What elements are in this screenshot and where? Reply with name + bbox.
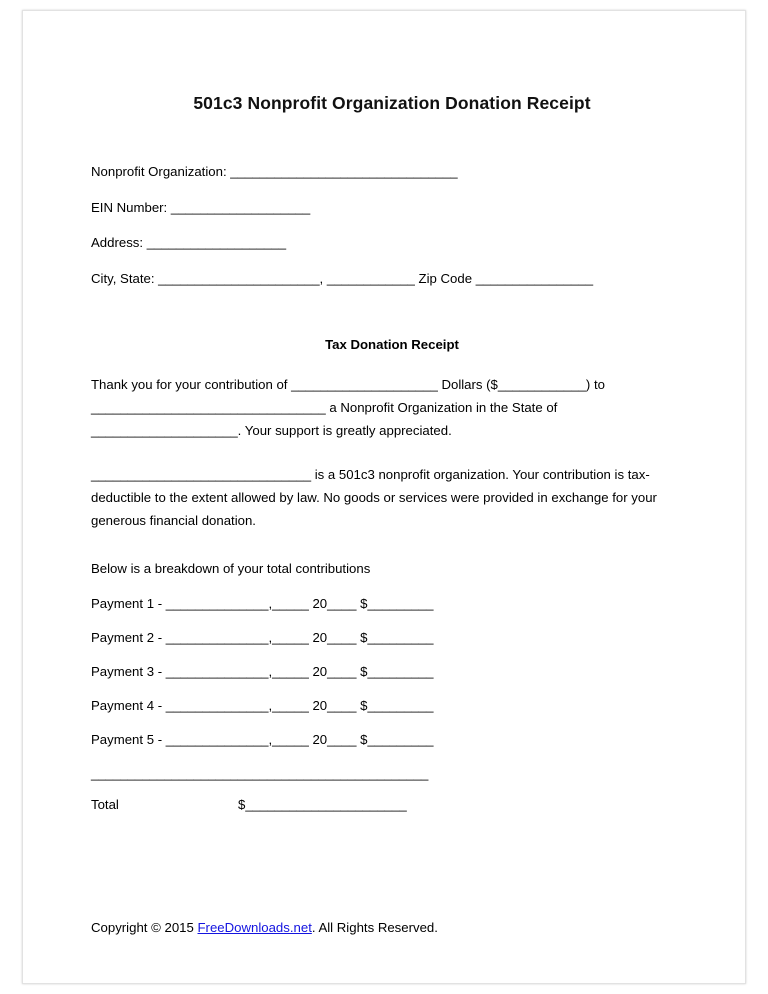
field-city-state-zip[interactable]: City, State: ______________________, ____________ Zip Code ________________ [91, 270, 594, 286]
payment-row[interactable]: Payment 4 - ______________,_____ 20____ $_________ [91, 697, 434, 713]
field-nonprofit-organization[interactable]: Nonprofit Organization: _______________________________ [91, 164, 458, 179]
paper-sheet [22, 10, 746, 984]
field-address[interactable]: Address: ___________________ [91, 235, 287, 250]
payment-row[interactable]: Payment 1 - ______________,_____ 20____ $_________ [91, 595, 434, 611]
total-label: Total [91, 796, 119, 812]
section-title-tax-donation-receipt: Tax Donation Receipt [325, 337, 459, 352]
footer-suffix: . All Rights Reserved. [311, 920, 438, 935]
footer-copyright [91, 920, 438, 935]
paragraph-tax-deductible: ______________________________ is a 501c3 nonprofit organization. Your contribution is tax-deductible to the extent allowed by law. No goods or services were provided in exchange for your generous financial donation. [91, 467, 657, 529]
page-title: 501c3 Nonprofit Organization Donation Receipt [193, 93, 591, 113]
payment-row[interactable]: Payment 2 - ______________,_____ 20____ $_________ [91, 629, 434, 645]
total-row [91, 797, 693, 812]
header-fields [91, 164, 693, 287]
breakdown-intro: Below is a breakdown of your total contributions [91, 560, 371, 576]
footer-prefix: Copyright © 2015 [91, 920, 198, 935]
payment-row[interactable]: Payment 3 - ______________,_____ 20____ $_________ [91, 663, 434, 679]
footer-link[interactable]: FreeDownloads.net [197, 920, 312, 935]
document-content [91, 71, 693, 812]
payments-list [91, 596, 693, 747]
paragraph-thank-you: Thank you for your contribution of ____________________ Dollars ($____________) to ________________________________ a Nonprofit Organization in the State of ____________________. Your support is greatly appreciated. [91, 377, 605, 439]
total-divider-rule: ______________________________________________ [91, 765, 429, 781]
field-ein-number[interactable]: EIN Number: ___________________ [91, 199, 311, 215]
total-value-field[interactable]: $______________________ [238, 796, 407, 812]
payment-row[interactable]: Payment 5 - ______________,_____ 20____ $_________ [91, 731, 434, 747]
